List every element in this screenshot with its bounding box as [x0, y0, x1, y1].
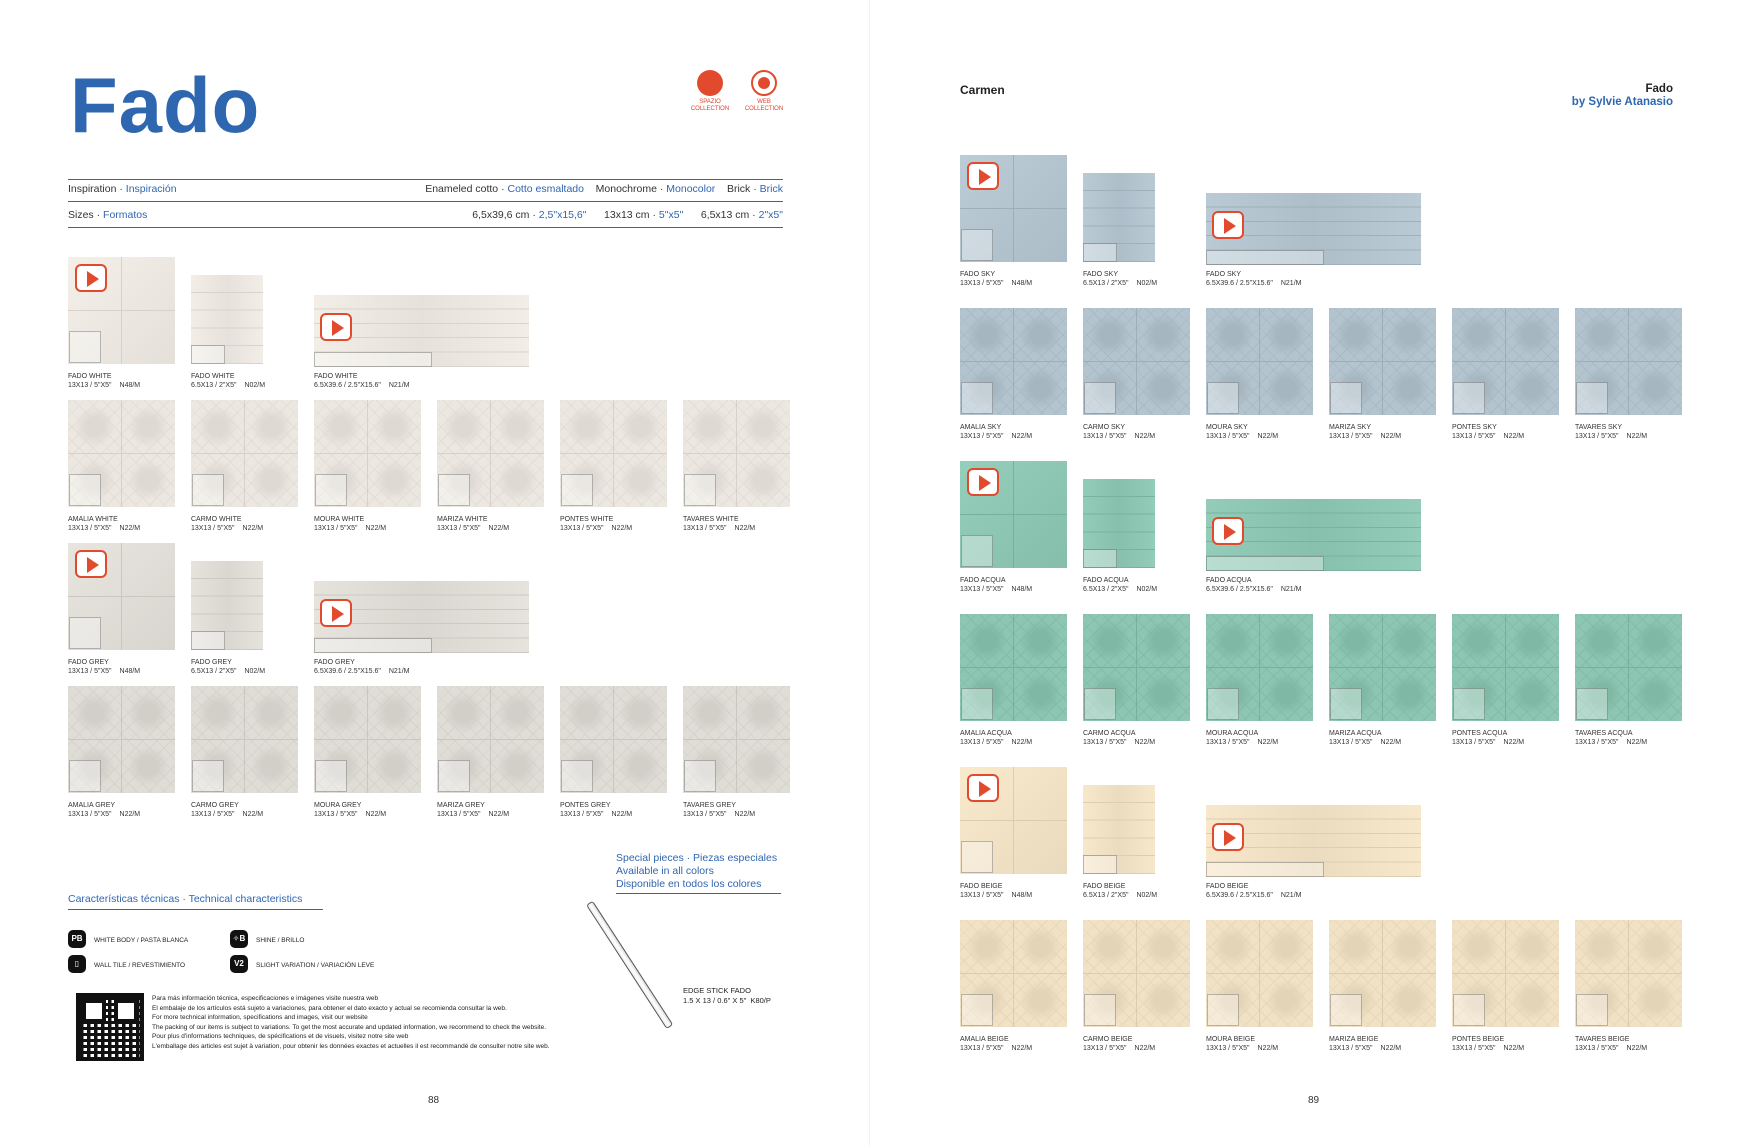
tile-image-square	[68, 257, 175, 364]
tile-image-decor	[191, 686, 298, 793]
white-body-label: WHITE BODY / PASTA BLANCA	[94, 937, 189, 944]
play-video-icon[interactable]	[967, 468, 999, 496]
tile-caption: FADO SKY 6.5X39.6 / 2.5"X15.6" N21/M	[1206, 271, 1302, 287]
tile-image-decor	[683, 400, 790, 507]
tile-caption: MARIZA SKY 13X13 / 5"X5" N22/M	[1329, 424, 1402, 440]
edge-stick-caption: EDGE STICK FADO 1.5 X 13 / 0.6" X 5" K80/P	[683, 986, 771, 1005]
tile-image-decor	[1575, 614, 1682, 721]
tile-caption: TAVARES BEIGE 13X13 / 5"X5" N22/M	[1575, 1036, 1648, 1052]
wall-tile-icon: ▯	[68, 955, 86, 973]
tile-caption: TAVARES SKY 13X13 / 5"X5" N22/M	[1575, 424, 1648, 440]
tile-caption: FADO BEIGE 6.5X39.6 / 2.5"X15.6" N21/M	[1206, 883, 1302, 899]
middle-rule	[68, 201, 783, 202]
tile-image-decor	[960, 920, 1067, 1027]
tile-caption: CARMO ACQUA 13X13 / 5"X5" N22/M	[1083, 730, 1156, 746]
play-video-icon[interactable]	[75, 550, 107, 578]
play-video-icon[interactable]	[967, 162, 999, 190]
play-video-icon[interactable]	[320, 599, 352, 627]
tile-image-decor	[560, 686, 667, 793]
tile-caption: CARMO SKY 13X13 / 5"X5" N22/M	[1083, 424, 1156, 440]
variation-label: SLIGHT VARIATION / VARIACIÓN LEVE	[256, 962, 375, 969]
web-collection-badge: WEB COLLECTION	[742, 70, 786, 113]
tile-image-decor	[1083, 308, 1190, 415]
collection-header-left: Carmen	[960, 83, 1005, 97]
tile-image-decor	[437, 400, 544, 507]
tile-caption: FADO ACQUA 6.5X39.6 / 2.5"X15.6" N21/M	[1206, 577, 1302, 593]
tile-image-square	[68, 543, 175, 650]
tile-image-decor	[1329, 614, 1436, 721]
tile-caption: PONTES SKY 13X13 / 5"X5" N22/M	[1452, 424, 1525, 440]
page-number-left: 88	[428, 1095, 440, 1106]
tile-image-decor	[1452, 308, 1559, 415]
tile-image-small-brick	[191, 561, 263, 650]
technical-characteristics-title: Características técnicas · Technical characteristics	[68, 893, 303, 905]
tile-image-decor	[1452, 920, 1559, 1027]
tile-image-small-brick	[191, 275, 263, 364]
tile-caption: TAVARES WHITE 13X13 / 5"X5" N22/M	[683, 516, 756, 532]
tile-image-decor	[1575, 308, 1682, 415]
shine-label: SHINE / BRILLO	[256, 937, 305, 944]
tile-image-decor	[1575, 920, 1682, 1027]
shine-icon: ✧B	[230, 930, 248, 948]
tile-caption: FADO BEIGE 13X13 / 5"X5" N48/M	[960, 883, 1033, 899]
tile-caption: AMALIA WHITE 13X13 / 5"X5" N22/M	[68, 516, 141, 532]
tile-caption: FADO GREY 6.5X13 / 2"X5" N02/M	[191, 659, 266, 675]
tile-image-long-brick	[314, 295, 529, 367]
bottom-rule	[68, 227, 783, 228]
tile-image-decor	[1083, 614, 1190, 721]
tile-caption: CARMO WHITE 13X13 / 5"X5" N22/M	[191, 516, 264, 532]
spazio-collection-badge: SPAZIO COLLECTION	[688, 70, 732, 113]
collection-header-right: Fado by Sylvie Atanasio	[1571, 83, 1673, 108]
tile-caption: FADO WHITE 13X13 / 5"X5" N48/M	[68, 373, 141, 389]
page-number-right: 89	[1308, 1095, 1320, 1106]
tile-image-decor	[68, 686, 175, 793]
tile-image-square	[960, 767, 1067, 874]
tile-caption: MARIZA ACQUA 13X13 / 5"X5" N22/M	[1329, 730, 1402, 746]
sizes-label: Sizes · Formatos	[68, 209, 148, 221]
wall-tile-label: WALL TILE / REVESTIMIENTO	[94, 962, 186, 969]
tile-caption: MOURA SKY 13X13 / 5"X5" N22/M	[1206, 424, 1279, 440]
tile-caption: TAVARES GREY 13X13 / 5"X5" N22/M	[683, 802, 756, 818]
page-title: Fado	[70, 61, 261, 149]
tile-caption: CARMO BEIGE 13X13 / 5"X5" N22/M	[1083, 1036, 1156, 1052]
tile-caption: AMALIA GREY 13X13 / 5"X5" N22/M	[68, 802, 141, 818]
tile-caption: AMALIA BEIGE 13X13 / 5"X5" N22/M	[960, 1036, 1033, 1052]
tile-caption: FADO BEIGE 6.5X13 / 2"X5" N02/M	[1083, 883, 1158, 899]
tile-image-long-brick	[314, 581, 529, 653]
attributes: Enameled cotto · Cotto esmaltado Monochrome · Monocolor Brick · Brick	[425, 183, 783, 195]
tile-caption: AMALIA ACQUA 13X13 / 5"X5" N22/M	[960, 730, 1033, 746]
play-video-icon[interactable]	[1212, 211, 1244, 239]
tile-caption: MOURA ACQUA 13X13 / 5"X5" N22/M	[1206, 730, 1279, 746]
tile-caption: PONTES BEIGE 13X13 / 5"X5" N22/M	[1452, 1036, 1525, 1052]
tech-rule	[68, 909, 323, 910]
tile-caption: PONTES WHITE 13X13 / 5"X5" N22/M	[560, 516, 633, 532]
top-rule	[68, 179, 783, 180]
tile-image-decor	[1329, 308, 1436, 415]
inspiration-label: Inspiration · Inspiración	[68, 183, 177, 195]
tile-image-decor	[1206, 614, 1313, 721]
tile-caption: FADO GREY 6.5X39.6 / 2.5"X15.6" N21/M	[314, 659, 410, 675]
tile-image-decor	[1452, 614, 1559, 721]
tile-caption: MOURA BEIGE 13X13 / 5"X5" N22/M	[1206, 1036, 1279, 1052]
tile-caption: PONTES GREY 13X13 / 5"X5" N22/M	[560, 802, 633, 818]
tile-image-decor	[960, 614, 1067, 721]
tile-caption: FADO ACQUA 13X13 / 5"X5" N48/M	[960, 577, 1033, 593]
tile-caption: TAVARES ACQUA 13X13 / 5"X5" N22/M	[1575, 730, 1648, 746]
tile-image-decor	[437, 686, 544, 793]
tile-caption: FADO WHITE 6.5X39.6 / 2.5"X15.6" N21/M	[314, 373, 410, 389]
tile-caption: FADO GREY 13X13 / 5"X5" N48/M	[68, 659, 141, 675]
qr-code-icon[interactable]	[76, 993, 144, 1061]
spazio-dot-icon	[697, 70, 723, 96]
tile-image-decor	[960, 308, 1067, 415]
tile-image-square	[960, 461, 1067, 568]
tile-image-decor	[1329, 920, 1436, 1027]
tile-image-decor	[1083, 920, 1190, 1027]
left-page	[0, 0, 869, 1146]
tile-caption: MOURA GREY 13X13 / 5"X5" N22/M	[314, 802, 387, 818]
tile-caption: MARIZA GREY 13X13 / 5"X5" N22/M	[437, 802, 510, 818]
tile-image-small-brick	[1083, 173, 1155, 262]
tile-image-small-brick	[1083, 479, 1155, 568]
right-page	[870, 0, 1739, 1146]
variation-icon: V2	[230, 955, 248, 973]
size-values: 6,5x39,6 cm · 2,5"x15,6" 13x13 cm · 5"x5" 6,5x13 cm · 2"x5"	[472, 209, 783, 221]
web-dot-icon	[751, 70, 777, 96]
tile-caption: FADO SKY 13X13 / 5"X5" N48/M	[960, 271, 1033, 287]
tile-caption: FADO ACQUA 6.5X13 / 2"X5" N02/M	[1083, 577, 1158, 593]
tile-image-long-brick	[1206, 499, 1421, 571]
special-pieces-note: Special pieces · Piezas especiales Available in all colors Disponible en todos los colores	[616, 852, 781, 894]
play-video-icon[interactable]	[320, 313, 352, 341]
tile-image-small-brick	[1083, 785, 1155, 874]
tile-image-square	[960, 155, 1067, 262]
tile-caption: MARIZA BEIGE 13X13 / 5"X5" N22/M	[1329, 1036, 1402, 1052]
tile-image-decor	[683, 686, 790, 793]
tile-caption: FADO SKY 6.5X13 / 2"X5" N02/M	[1083, 271, 1158, 287]
tile-image-decor	[68, 400, 175, 507]
tile-image-long-brick	[1206, 805, 1421, 877]
tile-image-long-brick	[1206, 193, 1421, 265]
tile-caption: MOURA WHITE 13X13 / 5"X5" N22/M	[314, 516, 387, 532]
play-video-icon[interactable]	[75, 264, 107, 292]
info-text: Para más información técnica, especificaciones e imágenes visite nuestra web El embalaje de los artículos está sujeto a variaciones, para obtener el dato exacto y actual se recomienda consultar la web. For more technical information, specifications and images, visit our website The packing of our items is subject to variations. To get the most accurate and updated information, we recommend to check the website. Pour plus d'informations techniques, de spécifications et de visuels, visitez notre site web L'emballage des articles est sujet à variation, pour obtenir les données exactes et actuelles il est recommandé de consulter notre site web.	[152, 995, 550, 1050]
tile-caption: CARMO GREY 13X13 / 5"X5" N22/M	[191, 802, 264, 818]
tile-caption: PONTES ACQUA 13X13 / 5"X5" N22/M	[1452, 730, 1525, 746]
tile-caption: AMALIA SKY 13X13 / 5"X5" N22/M	[960, 424, 1033, 440]
tile-image-decor	[1206, 308, 1313, 415]
white-body-icon: PB	[68, 930, 86, 948]
tile-caption: FADO WHITE 6.5X13 / 2"X5" N02/M	[191, 373, 266, 389]
tile-image-decor	[191, 400, 298, 507]
tile-image-decor	[560, 400, 667, 507]
tile-image-decor	[1206, 920, 1313, 1027]
tile-caption: MARIZA WHITE 13X13 / 5"X5" N22/M	[437, 516, 510, 532]
play-video-icon[interactable]	[967, 774, 999, 802]
tile-image-decor	[314, 686, 421, 793]
tile-image-decor	[314, 400, 421, 507]
play-video-icon[interactable]	[1212, 823, 1244, 851]
play-video-icon[interactable]	[1212, 517, 1244, 545]
